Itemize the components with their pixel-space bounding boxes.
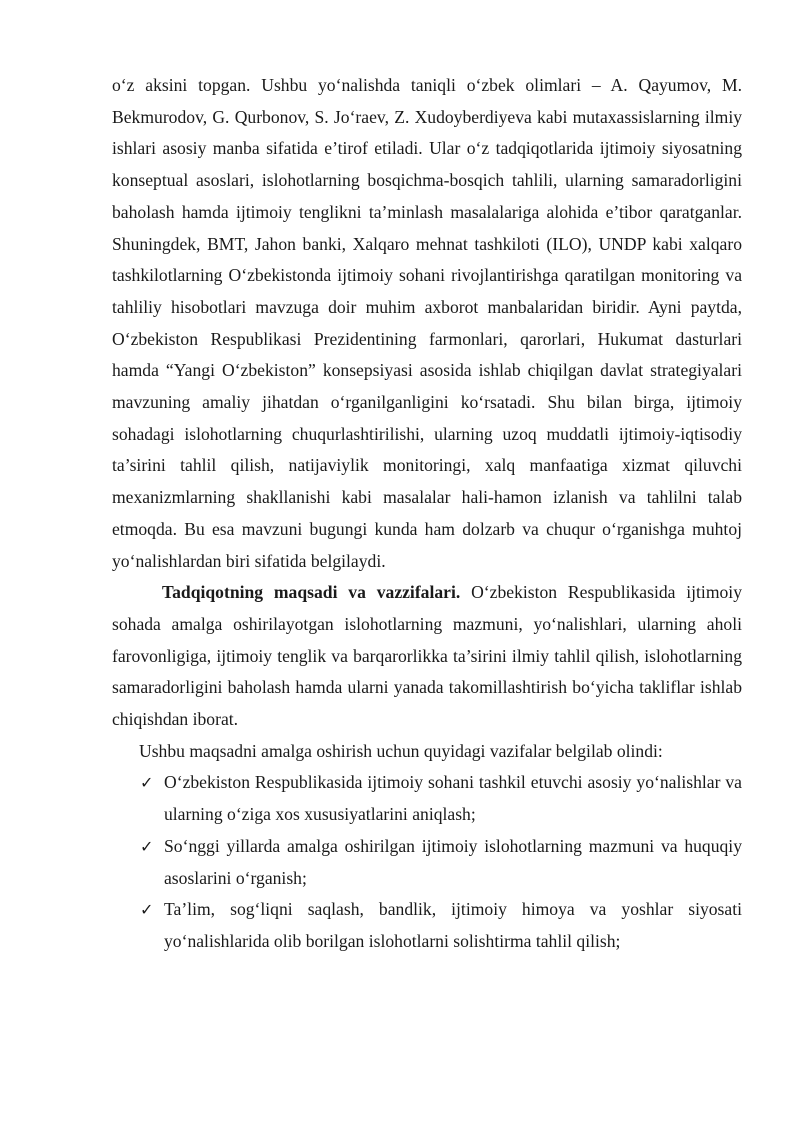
check-icon: ✓ (140, 900, 154, 920)
list-item (112, 894, 742, 957)
task-text: Ta’lim, sog‘liqni saqlash, bandlik, ijtimoiy himoya va yoshlar siyosati yo‘nalishlarida olib borilgan islohotlarni solishtirma tahlil qilish; (164, 899, 742, 951)
list-item (112, 831, 742, 894)
tasks-intro: Ushbu maqsadni amalga oshirish uchun quyidagi vazifalar belgilab olindi: (139, 740, 663, 761)
task-list (112, 767, 742, 957)
intro-paragraph: o‘z aksini topgan. Ushbu yo‘nalishda taniqli o‘zbek olimlari – A. Qayumov, M. Bekmurodov, G. Qurbonov, S. Jo‘raev, Z. Xudoyberdiyeva kabi mutaxassislarning ilmiy ishlari asosiy manba sifatida e’tirof etiladi. Ular o‘z tadqiqotlarida ijtimoiy siyosatning konseptual asoslari, islohotlarning bosqichma-bosqich tahlili, ularning samaradorligini baholash hamda ijtimoiy tenglikni ta’minlash masalalariga alohida e’tibor qaratganlar. Shuningdek, BMT, Jahon banki, Xalqaro mehnat tashkiloti (ILO), UNDP kabi xalqaro tashkilotlarning O‘zbekistonda ijtimoiy sohani rivojlantirishga qaratilgan monitoring va tahliliy hisobotlari mavzuga doir muhim axborot manbalaridan biridir. Ayni paytda, O‘zbekiston Respublikasi Prezidentining farmonlari, qarorlari, Hukumat dasturlari hamda “Yangi O‘zbekiston” konsepsiyasi asosida ishlab chiqilgan davlat strategiyalari mavzuning amaliy jihatdan o‘rganilganligini ko‘rsatadi. Shu bilan birga, ijtimoiy sohadagi islohotlarning chuqurlashtirilishi, ularning uzoq muddatli ijtimoiy-iqtisodiy ta’sirini tahlil qilish, natijaviylik monitoringi, xalq manfaatiga xizmat qiluvchi mexanizmlarning shakllanishi kabi masalalar hali-hamon izlanish va tahlilni talab etmoqda. Bu esa mavzuni bugungi kunda ham dolzarb va chuqur o‘rganishga muhtoj yo‘nalishlardan biri sifatida belgilaydi. (112, 75, 742, 571)
goal-heading: Tadqiqotning maqsadi va vazzifalari. (162, 582, 461, 603)
goal-text: O‘zbekiston Respublikasida ijtimoiy sohada amalga oshirilayotgan islohotlarning mazmuni, yo‘nalishlari, ularning aholi farovonligiga, ijtimoiy tenglik va barqarorlikka ta’sirini ilmiy tahlil qilish, islohotlarning samaradorligini baholash hamda ularni yanada takomillashtirish bo‘yicha takliflar ishlab chiqishdan iborat. (112, 582, 742, 730)
list-item (112, 767, 742, 830)
task-text: So‘nggi yillarda amalga oshirilgan ijtimoiy islohotlarning mazmuni va huquqiy asoslarini o‘rganish; (164, 835, 742, 888)
document-page (112, 70, 742, 958)
goal-paragraph (112, 577, 742, 736)
check-icon: ✓ (140, 773, 154, 793)
task-text: O‘zbekiston Respublikasida ijtimoiy sohani tashkil etuvchi asosiy yo‘nalishlar va ularning o‘ziga xos xususiyatlarini aniqlash; (164, 772, 742, 825)
check-icon: ✓ (140, 836, 154, 856)
